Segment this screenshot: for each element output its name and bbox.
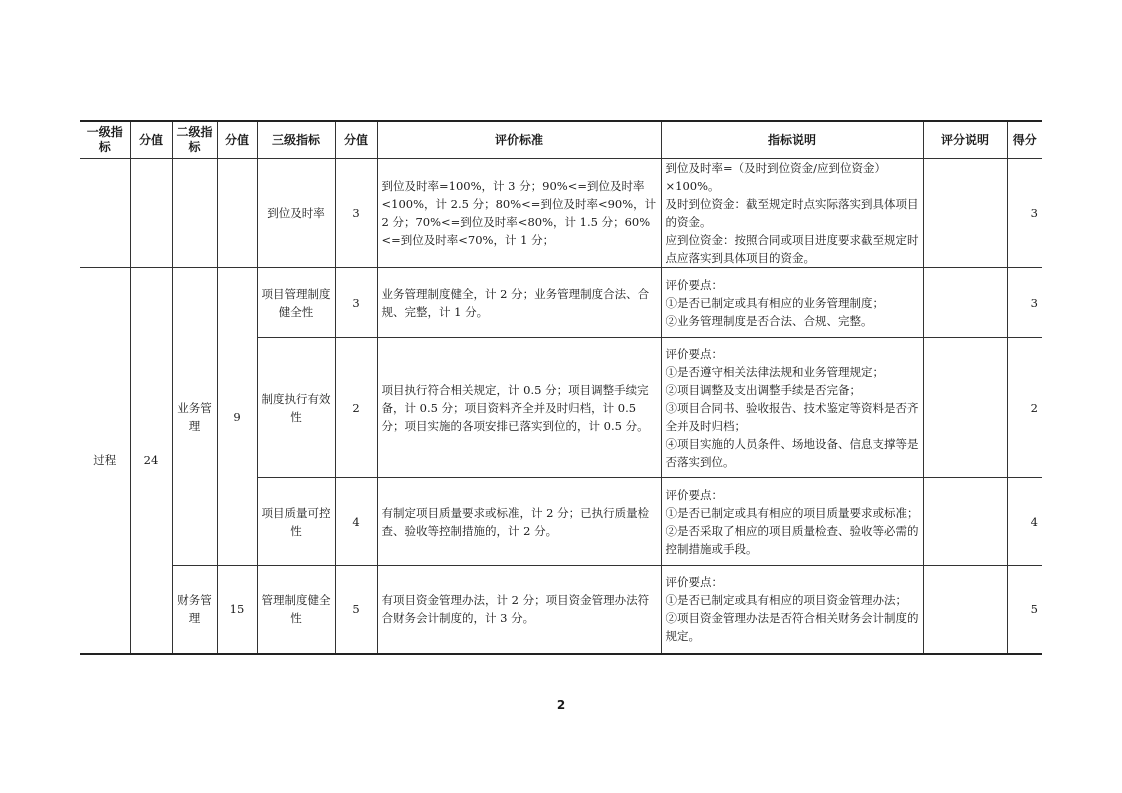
level2-cell-empty (172, 159, 217, 268)
level2-score: 15 (217, 566, 257, 654)
level1-score: 24 (130, 268, 172, 654)
header-evaluation-standard: 评价标准 (377, 121, 661, 159)
explanation-line: 评价要点： (665, 277, 723, 292)
level3-score: 4 (335, 478, 377, 566)
explanation-line: 评价要点： (665, 487, 723, 502)
scoring-note-cell (923, 268, 1007, 338)
header-level1-indicator: 一级指标 (80, 121, 130, 159)
grade-value: 4 (1007, 478, 1042, 566)
table-row (80, 268, 1042, 338)
level3-indicator: 制度执行有效性 (257, 338, 335, 478)
explanation-line: ②项目调整及支出调整手续是否完备； (665, 382, 861, 397)
grade-value: 3 (1007, 159, 1042, 268)
level1-cell-empty (80, 159, 130, 268)
level1-indicator: 过程 (80, 268, 130, 654)
header-indicator-explanation: 指标说明 (661, 121, 923, 159)
explanation-line: ②是否采取了相应的项目质量检查、验收等必需的控制措施或手段。 (665, 523, 919, 556)
evaluation-standard: 有制定项目质量要求或标准，计 2 分；已执行质量检查、验收等控制措施的，计 2 分。 (377, 478, 661, 566)
explanation-line: ①是否遵守相关法律法规和业务管理规定； (665, 364, 884, 379)
level3-score: 2 (335, 338, 377, 478)
indicator-explanation (661, 566, 923, 654)
table-row (80, 566, 1042, 654)
indicator-explanation (661, 268, 923, 338)
grade-value: 2 (1007, 338, 1042, 478)
header-level2-indicator: 二级指标 (172, 121, 217, 159)
level3-indicator: 到位及时率 (257, 159, 335, 268)
header-level3-score: 分值 (335, 121, 377, 159)
explanation-line: ④项目实施的人员条件、场地设备、信息支撑等是否落实到位。 (665, 436, 919, 469)
header-grade: 得分 (1007, 121, 1042, 159)
level3-score: 3 (335, 159, 377, 268)
explanation-line: 评价要点： (665, 346, 723, 361)
grade-value: 3 (1007, 268, 1042, 338)
indicator-explanation (661, 159, 923, 268)
level2-score-cell-empty (217, 159, 257, 268)
level3-score: 3 (335, 268, 377, 338)
level1-score-cell-empty (130, 159, 172, 268)
evaluation-standard: 业务管理制度健全，计 2 分；业务管理制度合法、合规、完整，计 1 分。 (377, 268, 661, 338)
explanation-line: ①是否已制定或具有相应的业务管理制度； (665, 295, 884, 310)
grade-value: 5 (1007, 566, 1042, 654)
header-scoring-note: 评分说明 (923, 121, 1007, 159)
scoring-note-cell (923, 566, 1007, 654)
table-row (80, 159, 1042, 268)
indicator-explanation (661, 338, 923, 478)
explanation-line: ②项目资金管理办法是否符合相关财务会计制度的规定。 (665, 611, 919, 644)
explanation-line: 评价要点： (665, 575, 723, 590)
evaluation-table (80, 120, 1042, 655)
explanation-line: 应到位资金：按照合同或项目进度要求截至规定时点应落实到具体项目的资金。 (665, 233, 919, 265)
scoring-note-cell (923, 478, 1007, 566)
level3-indicator: 项目质量可控性 (257, 478, 335, 566)
explanation-line: ①是否已制定或具有相应的项目质量要求或标准； (665, 505, 919, 520)
explanation-line: ③项目合同书、验收报告、技术鉴定等资料是否齐全并及时归档； (665, 400, 919, 433)
evaluation-standard: 项目执行符合相关规定，计 0.5 分；项目调整手续完备，计 0.5 分；项目资料齐全并及时归档，计 0.5 分；项目实施的各项安排已落实到位的，计 0.5 分。 (377, 338, 661, 478)
page-number: 2 (556, 698, 566, 712)
level2-score: 9 (217, 268, 257, 566)
evaluation-standard: 有项目资金管理办法，计 2 分；项目资金管理办法符合财务会计制度的，计 3 分。 (377, 566, 661, 654)
header-level2-score: 分值 (217, 121, 257, 159)
explanation-line: 到位及时率=（及时到位资金/应到位资金）×100%。 (665, 161, 887, 193)
indicator-explanation (661, 478, 923, 566)
header-row (80, 121, 1042, 159)
explanation-line: 及时到位资金：截至规定时点实际落实到具体项目的资金。 (665, 197, 919, 229)
explanation-line: ①是否已制定或具有相应的项目资金管理办法； (665, 593, 907, 608)
scoring-note-cell (923, 338, 1007, 478)
level2-indicator: 业务管理 (172, 268, 217, 566)
explanation-line: ②业务管理制度是否合法、合规、完整。 (665, 313, 873, 328)
level3-indicator: 管理制度健全性 (257, 566, 335, 654)
scoring-note-cell (923, 159, 1007, 268)
evaluation-standard: 到位及时率=100%，计 3 分；90%<=到位及时率<100%，计 2.5 分；80%<=到位及时率<90%，计 2 分；70%<=到位及时率<80%，计 1.5 分；60%<=到位及时率<70%，计 1 分； (377, 159, 661, 268)
header-level3-indicator: 三级指标 (257, 121, 335, 159)
level3-indicator: 项目管理制度健全性 (257, 268, 335, 338)
level3-score: 5 (335, 566, 377, 654)
level2-indicator: 财务管理 (172, 566, 217, 654)
header-level1-score: 分值 (130, 121, 172, 159)
